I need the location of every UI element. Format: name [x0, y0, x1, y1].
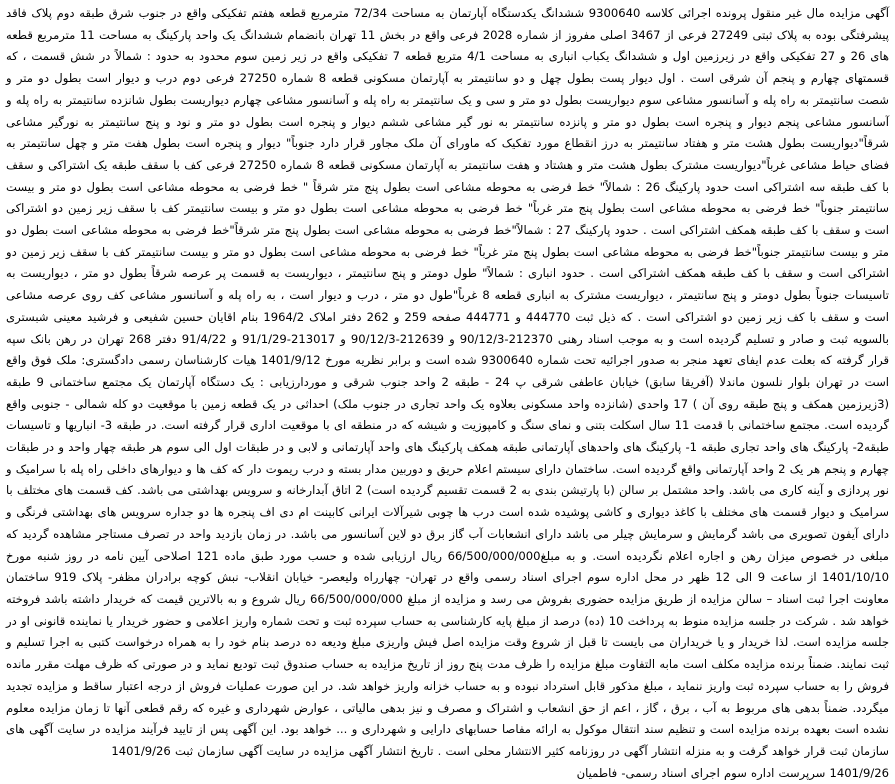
notice-body: آگهی مزایده مال غیر منقول پرونده اجرائی کلاسه 9300640 ششدانگ یکدستگاه آپارتمان به مساحت 72/34 مترمربع قطعه هفتم تفکیکی واقع در جنوب شرق طبقه دوم پلاک فاقد پیشرفتگی بوده به پلاک ثبتی 27249 فرعی از 3467 اصلی مفروز از شماره 2028 فرعی واقع در بخش 11 تهران بانضمام ششدانگ یک واحد پارکینگ به مساحت 11 مترمربع قطعه های 26 و 27 تفکیکی واقع در زیرزمین اول و ششدانگ یکباب انباری به مساحت 4/1 متربع قطعه 7 تفکیکی واقع در زیر زمین سوم محدود به حدود : شمالاً در شش قسمت ، که قسمتهای چهارم و پنجم آن شرقی است . اول دیوار پست بطول چهل و دو سانتیمتر به آپارتمان مسکونی قطعه 8 شماره 27250 فرعی دوم درب و دیوار است بطول دو متر و شصت سانتیمتر به راه پله و آسانسور مشاعی سوم دیواریست بطول دو متر و سی و یک سانتیمتر به راه پله و آسانسور مشاعی چهارم دیواریست بطول شانزده سانتیمتر به راه پله و آسانسور مشاعی پنجم دیوار و پنجره است بطول دو متر و پانزده سانتیمتر به نور گیر مشاعی ششم دیوار و پنجره است بطول دو متر و نود و پنج سانتیمتر به نورگیر مشاعی شرقاً"دیواریست بطول هشت متر و هفتاد سانتیمتر به درز انقطاع مورد تفکیک که ماورای آن ملک مجاور قرار دارد جنوباً" دیوار و پنجره است بطول هفت متر و چهل سانتیمتر به فضای حیاط مشاعی غرباً"دیواریست مشترک بطول هشت متر و هشتاد و هفت سانتیمتر به آپارتمان مسکونی قطعه 8 شماره 27250 فرعی کف با سقف طبقه یک اشتراکی و سقف با کف طبقه سه اشتراکی است حدود پارکینگ 26 : شمالاً" خط فرضی به محوطه مشاعی است بطول پنج متر شرقاً " خط فرضی به محوطه مشاعی است بطول دو متر و بیست سانتیمتر جنوباً" خط فرضی به محوطه مشاعی است بطول پنج متر غرباً" خط فرضی به محوطه مشاعی است بطول دو متر و بیست سانتیمتر کف با سقف زیر زمین دو اشتراکی است و سقف با کف طبقه همکف اشتراکی است . حدود پارکینگ 27 : شمالاً"خط فرضی به محوطه مشاعی است بطول پنج متر شرقاً"خط فرضی به محوطه مشاعی است بطول دو متر و بیست سانتیمتر جنوباً"خط فرضی به محوطه مشاعی است بطول پنج متر غرباً" خط فرضی به محوطه مشاعی است بطول دو متر و بیست سانتیمتر کف با سقف زیر زمین دو اشتراکی است و سقف با کف طبقه همکف اشتراکی است . حدود انباری : شمالاً" طول دومتر و پنج سانتیمتر ، دیواریست به قسمت پر عرصه شرقاً بطول دو متر ، دیواریست به تاسیسات جنوباً بطول دومتر و پنج سانتیمتر ، دیواریست مشترک به انباری قطعه 8 غرباً"طول دو متر ، درب و دیوار است ، به راه پله و آسانسور مشاعی کف روی عرصه مشاعی است و سقف با کف زیر زمین دو اشتراکی است . که ذیل ثبت 444770 و 444771 صفحه 259 و 262 دفتر املاک 1964/2 بنام اقایان حسین شفیعی و فرشید معینی شبستری بالسویه ثبت و صادر و تسلیم گردیده است و به موجب اسناد رهنی 212370-90/12/3 و 212639-90/12/3 و 213017-91/1/29 و 91/4/22 دفتر 268 تهران در رهن بانک سپه قرار گرفته که بعلت عدم ایفای تعهد منجر به صدور اجرائیه تحت شماره 9300640 شده است و برابر نظریه مورخ 1401/9/12 هیات کارشناسان رسمی دادگستری: ملک فوق واقع است در تهران بلوار نلسون ماندلا (آفریقا سابق) خیابان عاطفی شرقی پ 24 - طبقه 2 واحد جنوب شرقی و موردارزیابی : یک دستگاه آپارتمان یک مجتمع ساختمانی 9 طبقه (3زیرزمین همکف و پنج طبقه روی آن ) 17 واحدی (شانزده واحد مسکونی بعلاوه یک واحد تجاری در جنوب ملک) احداثی در یک قطعه زمین با موقعیت دو کله شمالی - جنوبی واقع گردیده است. مجتمع ساختمانی با قدمت 11 سال اسکلت بتنی و نمای سنگ و کامپوزیت و شیشه که در منطقه ای با موقعیت اداری قرار گرفته است. در طبقه 3- انباریها و تاسیسات طبقه2- پارکینگ های واحد تجاری طبقه 1- پارکینگ های واحدهای آپارتمانی طبقه همکف پارکینگ های واحد آپارتمانی و لابی و در طبقات اول الی سوم هر طبقه چهار واحد و در طبقات چهارم و پنجم هر یک 2 واحد آپارتمانی واقع گردیده است. ساختمان دارای سیستم اعلام حریق و دوربین مدار بسته و درب ریموت دار که کف ها و دیوارهای داخلی راه پله با سرامیک و نور پردازی و آینه کاری می باشد. واحد مشتمل بر سالن (با پارتیشن بندی به 2 قسمت تقسیم گردیده است) 2 اتاق آبدارخانه و سرویس بهداشتی می باشد. کف قسمت های مختلف با سرامیک و دیوار قسمت های مختلف با کاغذ دیواری و کاشی پوشیده شده است درب ها چوبی شیرآلات ایرانی کابینت ام دی اف پنجره ها دو جداره سرویس های بهداشتی فرنگی و دارای آیفون تصویری می باشد گرمایش و سرمایش چیلر می باشد دارای انشعابات آب گاز برق دو لاین آسانسور می باشد. در زمان بازدید واحد در تصرف مستاجر مشاهده گردید که مبلغی در خصوص میزان رهن و اجاره اعلام نگردیده است. و به مبلغ66/500/000/000 ریال ارزیابی شده و حسب مورد طبق ماده 121 اصلاحی آیین نامه در روز شنبه مورخ 1401/10/10 از ساعت 9 الی 12 ظهر در محل اداره سوم اجرای اسناد رسمی واقع در تهران- چهارراه ولیعصر- خیابان انقلاب- نبش کوچه برادران مظفر- پلاک 919 ساختمان معاونت اجرا ثبت اسناد – سالن مزایده از طریق مزایده حضوری بفروش می رسد و مزایده از مبلغ 66/500/000/000 ریال شروع و به بالاترین قیمت که خریدار داشته باشد فروخته خواهد شد . شرکت در جلسه مزایده منوط به پرداخت 10 (ده) درصد از مبلغ پایه کارشناسی به حساب سپرده ثبت و تحت شماره واریز اعلامی و حضور خریدار یا نماینده قانونی او در جلسه مزایده است. لذا خریدار و یا خریداران می بایست تا قبل از شروع وقت مزایده اصل فیش واریزی مبلغ ودیعه ده درصد بنام خود را به همراه درخواست کتبی به اجرا تسلیم و ثبت نمایند. ضمناً برنده مزایده مکلف است مابه التفاوت مبلغ مزایده را ظرف مدت پنج روز از تاریخ مزایده به حساب صندوق ثبت تودیع نماید و در صورتی که ظرف مهلت مقرر مانده فروش را به حساب سپرده ثبت واریز ننماید ، مبلغ مذکور قابل استرداد نبوده و به حساب خزانه واریز خواهد شد. در این صورت عملیات فروش از درجه اعتبار ساقط و مزایده تجدید میگردد. ضمناً بدهی های مربوط به آب ، برق ، گاز ، اعم از حق انشعاب و اشتراک و مصرف و نیز بدهی مالیاتی ، عوارض شهرداری و غیره که رقم قطعی آنها تا زمان مزایده معلوم نشده است بعهده برنده مزایده است و تنظیم سند انتقال موکول به ارائه مفاصا حسابهای دارایی و شهرداری و ... خواهد بود. این آگهی پس از تایید فرآیند مزایده در سایت آگهی های سازمان ثبت قرار خواهد گرفت و به منزله انتشار آگهی در روزنامه کثیر الانتشار محلی است . تاریخ انتشار آگهی مزایده در سایت آگهی سازمان ثبت 1401/9/26	[6, 6, 890, 758]
notice-signature: 1401/9/26 سرپرست اداره سوم اجرای اسناد رسمی- فاطمیان	[576, 765, 889, 780]
auction-notice	[6, 3, 889, 784]
